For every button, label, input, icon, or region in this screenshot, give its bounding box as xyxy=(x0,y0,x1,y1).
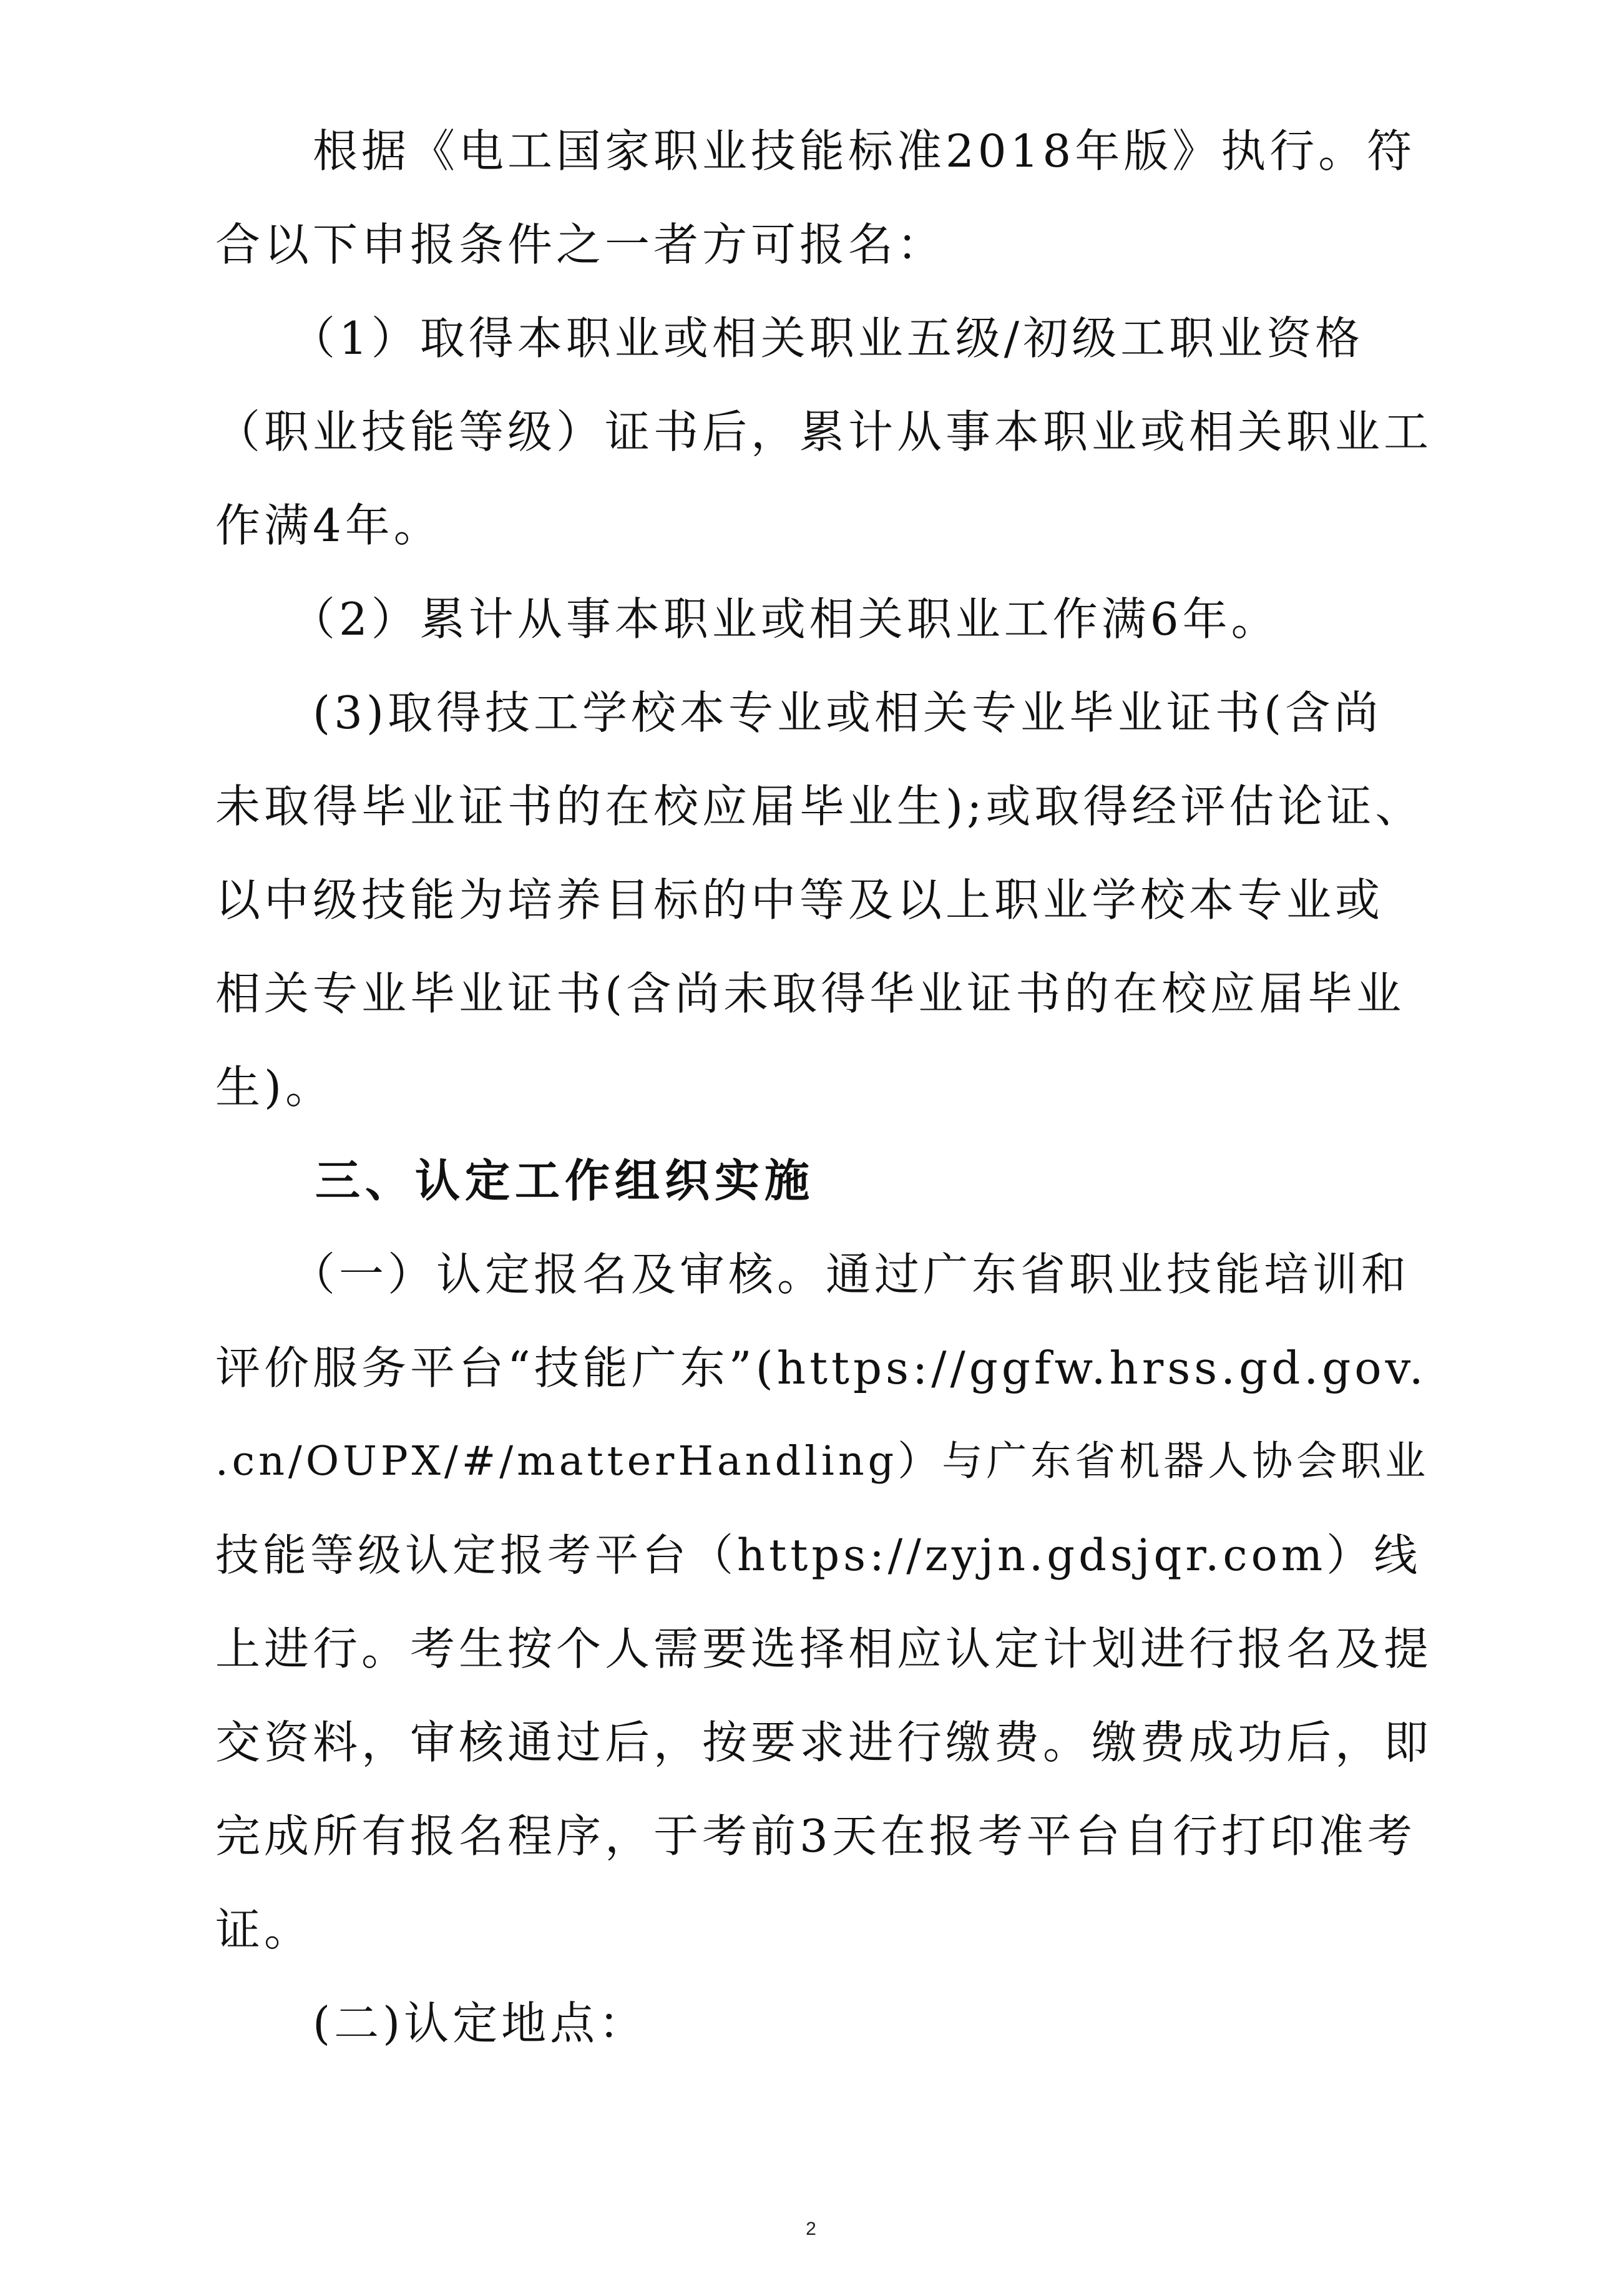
paragraph-line: 未取得毕业证书的在校应届毕业生);或取得经评估论证、 xyxy=(215,780,1424,833)
paragraph-line: .cn/OUPX/#/matterHandling）与广东省机器人协会职业 xyxy=(215,1438,1430,1485)
paragraph-line: 评价服务平台“技能广东”(https://ggfw.hrss.gd.gov. xyxy=(215,1342,1427,1394)
paragraph-line: 以中级技能为培养目标的中等及以上职业学校本专业或 xyxy=(215,874,1384,926)
section-heading: 三、认定工作组织实施 xyxy=(215,1155,815,1207)
paragraph-line: （1）取得本职业或相关职业五级/初级工职业资格 xyxy=(215,312,1364,364)
paragraph-line: 上进行。考生按个人需要选择相应认定计划进行报名及提 xyxy=(215,1623,1433,1675)
paragraph-line: (3)取得技工学校本专业或相关专业毕业证书(含尚 xyxy=(215,686,1383,739)
paragraph-line: 证。 xyxy=(215,1903,313,1956)
paragraph-line: 技能等级认定报考平台（https://zyjn.gdsjqr.com）线 xyxy=(215,1530,1422,1581)
paragraph-line: 相关专业毕业证书(含尚未取得华业证书的在校应届毕业 xyxy=(215,967,1405,1020)
paragraph-line: （一）认定报名及审核。通过广东省职业技能培训和 xyxy=(215,1248,1410,1301)
paragraph-line: 作满4年。 xyxy=(215,499,442,552)
paragraph-line: (二)认定地点： xyxy=(215,1997,648,2049)
page-number: 2 xyxy=(806,2219,816,2239)
paragraph-line: 交资料，审核通过后，按要求进行缴费。缴费成功后，即 xyxy=(215,1716,1433,1769)
paragraph-line: 合以下申报条件之一者方可报名： xyxy=(215,218,946,271)
paragraph-line: （2）累计从事本职业或相关职业工作满6年。 xyxy=(215,593,1280,645)
paragraph-line: 根据《电工国家职业技能标准2018年版》执行。符 xyxy=(215,125,1416,177)
paragraph-line: （职业技能等级）证书后，累计从事本职业或相关职业工 xyxy=(215,406,1433,458)
paragraph-line: 生)。 xyxy=(215,1061,335,1113)
paragraph-line: 完成所有报名程序，于考前3天在报考平台自行打印准考 xyxy=(215,1810,1416,1862)
